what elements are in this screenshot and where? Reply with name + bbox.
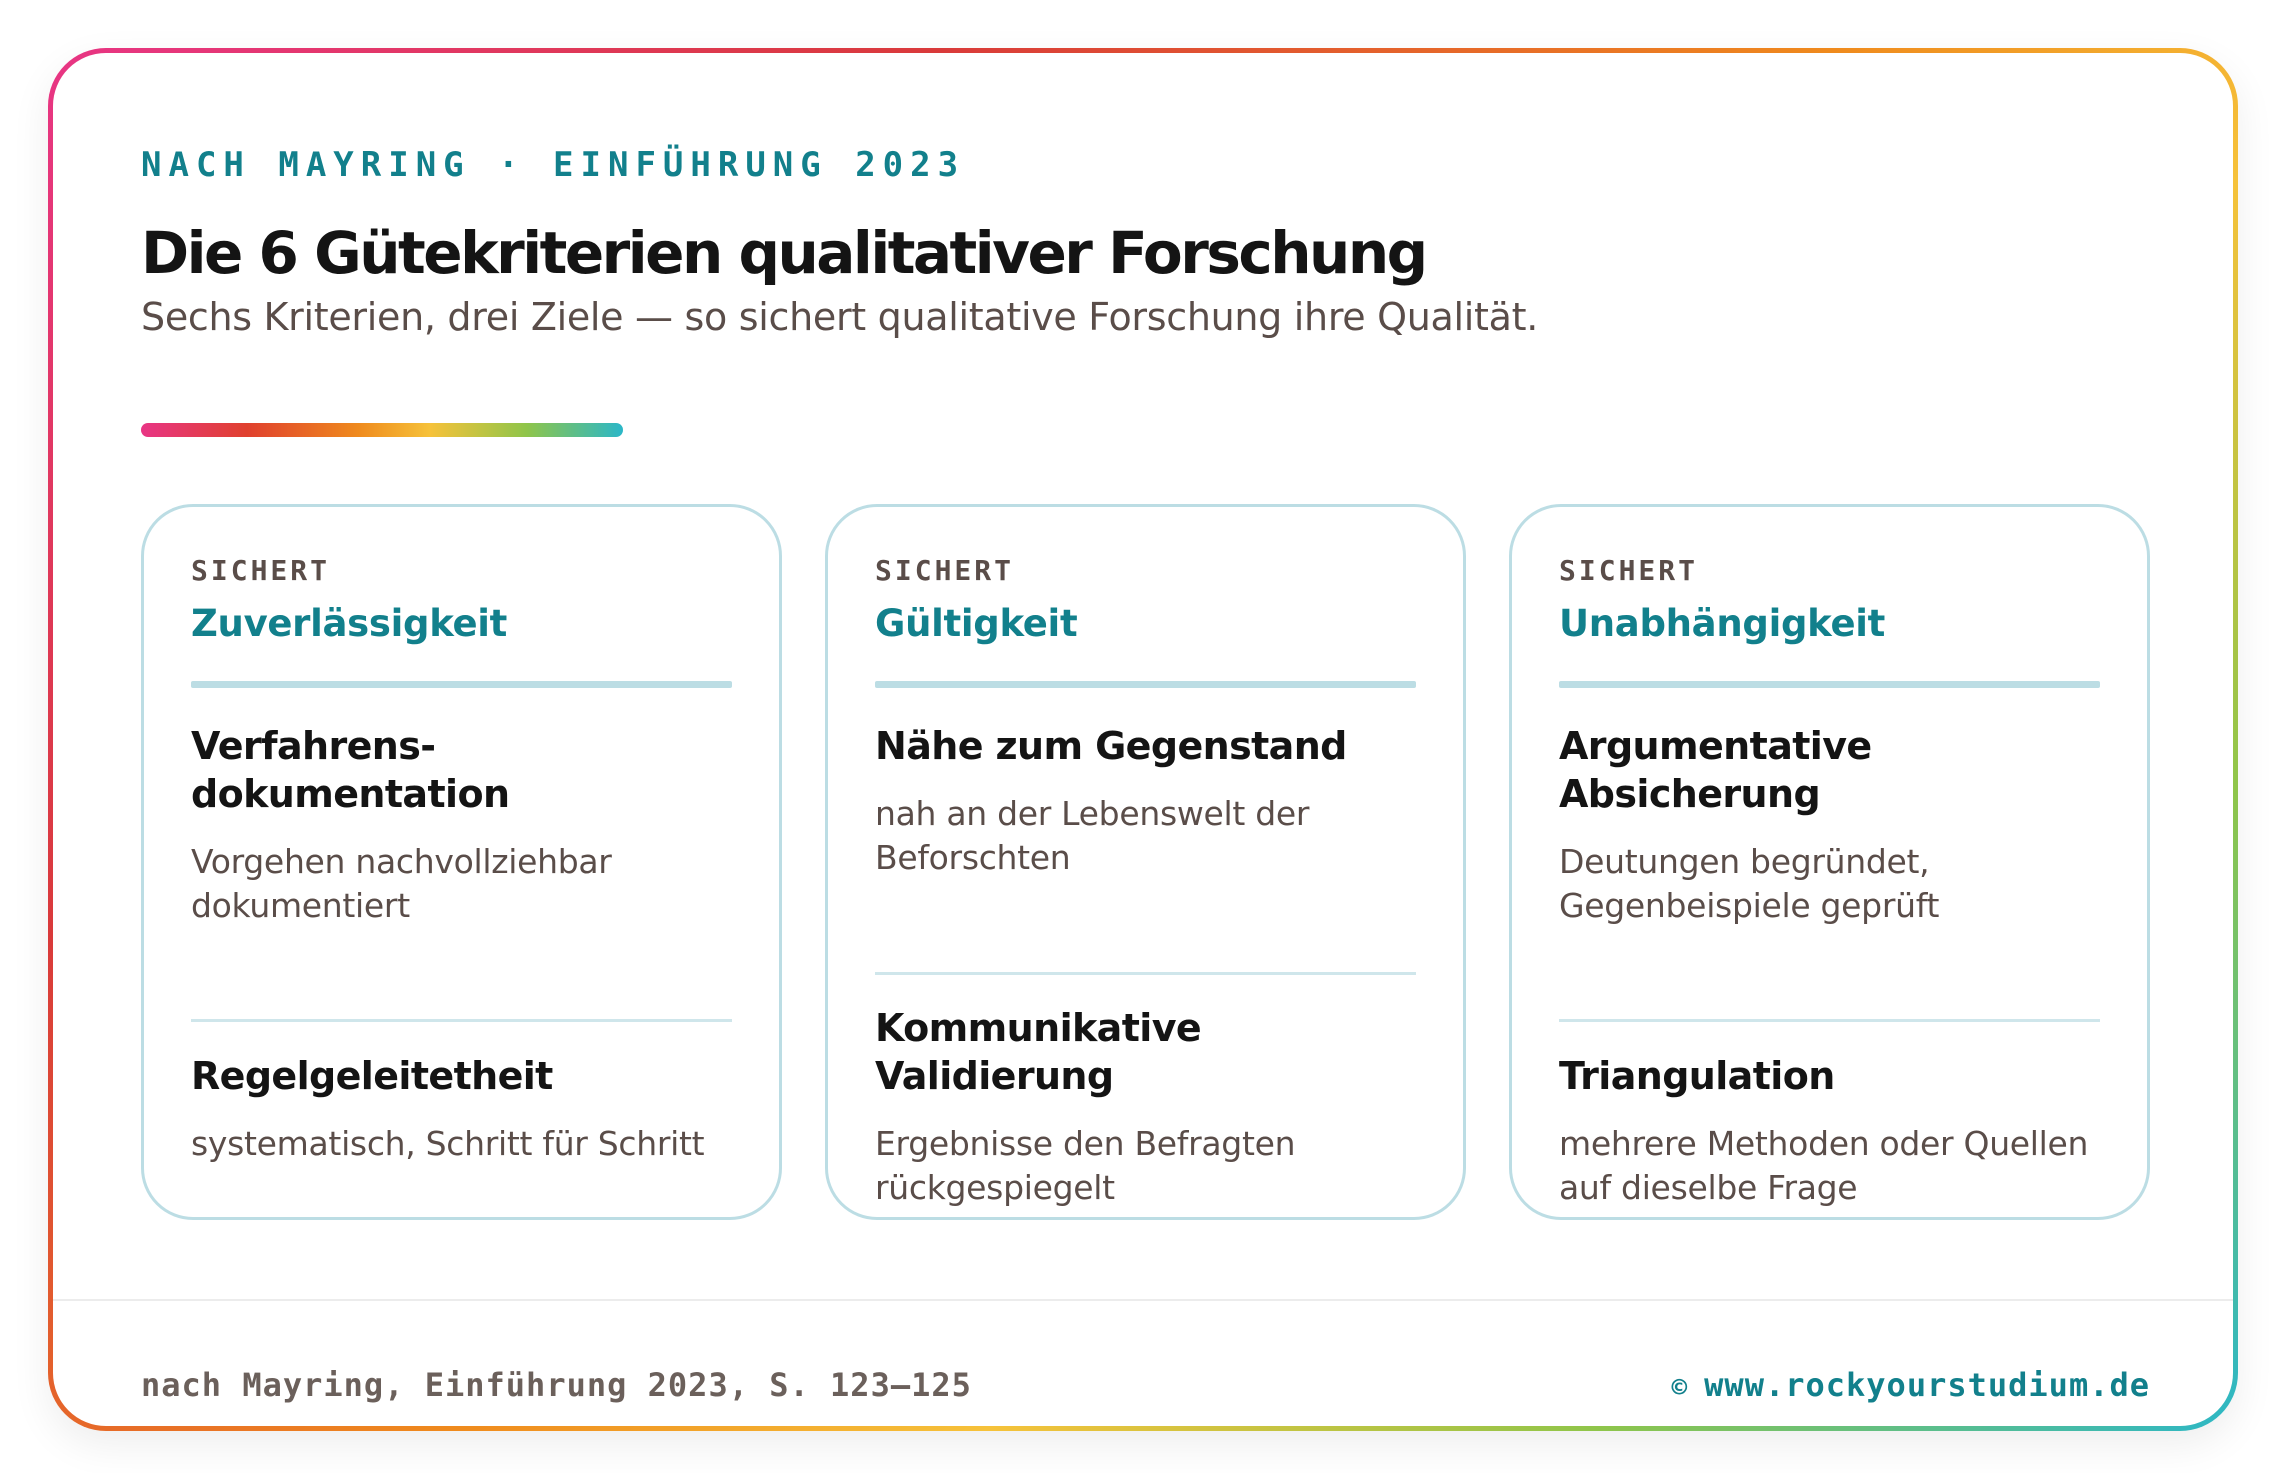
criterion-description: Deutungen begründet, Gegenbeispiele geprüft [1559,842,1940,925]
page-subtitle: Sechs Kriterien, drei Ziele — so sichert qualitative Forschung ihre Qualität. [141,295,1539,339]
criterion-divider [191,1019,732,1022]
criterion-item [875,722,1416,880]
criterion-divider [875,972,1416,975]
criterion-item [191,1052,732,1166]
criterion-title: Argumentative Absicherung [1559,724,1872,816]
column-goal: Unabhängigkeit [1559,602,1886,645]
criterion-title: Regelgeleitetheit [191,1054,553,1098]
criterion-description: mehrere Methoden oder Quellen auf dieselbe Frage [1559,1124,2089,1207]
column-goal: Gültigkeit [875,602,1078,645]
column-label: SICHERT [191,554,331,587]
criterion-description: nah an der Lebenswelt der Beforschten [875,794,1310,877]
criterion-item [1559,722,2100,928]
criterion-title: Nähe zum Gegenstand [875,724,1347,768]
column-header-divider [191,681,732,688]
footer-divider [53,1299,2233,1301]
criterion-item [191,722,732,928]
website-credit[interactable] [1672,1366,2151,1404]
website-link[interactable]: www.rockyourstudium.de [1704,1366,2150,1404]
criterion-title: Triangulation [1559,1054,1835,1098]
goal-column-unabhaengigkeit [1509,504,2150,1220]
criterion-divider [1559,1019,2100,1022]
column-goal: Zuverlässigkeit [191,602,508,645]
source-citation: nach Mayring, Einführung 2023, S. 123–125 [141,1366,972,1404]
eyebrow-label: NACH MAYRING · EINFÜHRUNG 2023 [141,145,966,185]
criterion-title: Verfahrens- dokumentation [191,724,510,816]
criterion-item [875,1004,1416,1210]
column-label: SICHERT [875,554,1015,587]
criterion-title: Kommunikative Validierung [875,1006,1202,1098]
criterion-description: Ergebnisse den Befragten rückgespiegelt [875,1124,1296,1207]
criterion-description: systematisch, Schritt für Schritt [191,1124,705,1163]
criterion-description: Vorgehen nachvollziehbar dokumentiert [191,842,612,925]
infographic-card [53,53,2233,1426]
criteria-columns [141,504,2150,1220]
page-title: Die 6 Gütekriterien qualitativer Forschung [141,219,1426,287]
criterion-item [1559,1052,2100,1210]
copyright-icon: © [1671,1373,1689,1403]
goal-column-zuverlaessigkeit [141,504,782,1220]
column-header-divider [1559,681,2100,688]
column-label: SICHERT [1559,554,1699,587]
card-frame [48,48,2238,1431]
goal-column-gueltigkeit [825,504,1466,1220]
gradient-accent-bar [141,423,623,437]
column-header-divider [875,681,1416,688]
